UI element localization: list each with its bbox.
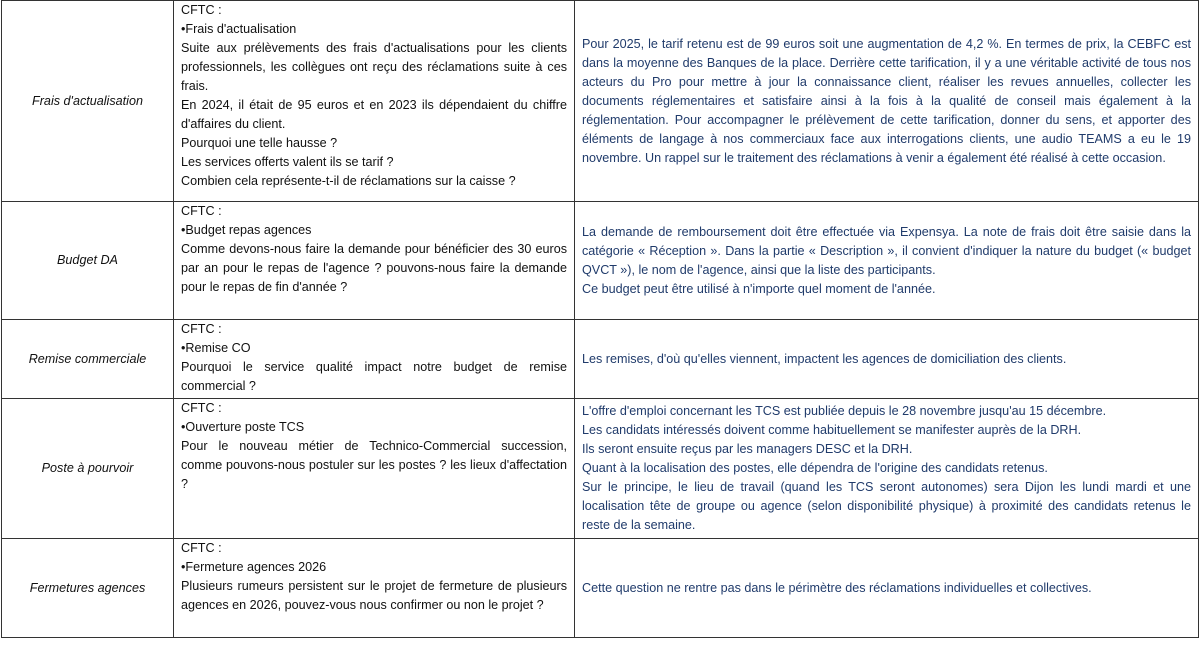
answer-paragraph: L'offre d'emploi concernant les TCS est publiée depuis le 28 novembre jusqu'au 15 décembre. bbox=[582, 404, 1107, 418]
topic-label: Frais d'actualisation bbox=[32, 93, 143, 108]
question-line: Combien cela représente-t-il de réclamations sur la caisse ? bbox=[181, 174, 516, 188]
topic-cell bbox=[2, 399, 174, 539]
answer-cell bbox=[575, 202, 1199, 320]
question-cell bbox=[174, 202, 575, 320]
question-line: En 2024, il était de 95 euros et en 2023 ils dépendaient du chiffre d'affaires du client. bbox=[181, 98, 567, 131]
answer-paragraph: Ce budget peut être utilisé à n'importe quel moment de l'année. bbox=[582, 281, 936, 296]
question-cell bbox=[174, 399, 575, 539]
answer-paragraph: Sur le principe, le lieu de travail (quand les TCS seront autonomes) sera Dijon les lundi mardi et une localisation tête de groupe ou agence (selon disponibilité physique) à proximité des candidats retenus le reste de la semaine. bbox=[582, 480, 1191, 532]
qa-table bbox=[1, 0, 1199, 638]
question-line: Les services offerts valent ils se tarif ? bbox=[181, 155, 394, 169]
question-line: Pourquoi une telle hausse ? bbox=[181, 136, 338, 150]
question-line: CFTC : bbox=[181, 541, 222, 555]
question-line: Pour le nouveau métier de Technico-Commercial succession, comme pouvons-nous postuler sur les postes ? les lieux d'affectation ? bbox=[181, 439, 567, 491]
question-line: •Fermeture agences 2026 bbox=[181, 560, 327, 574]
answer-cell bbox=[575, 1, 1199, 202]
topic-label: Remise commerciale bbox=[28, 351, 147, 366]
topic-label: Poste à pourvoir bbox=[41, 461, 134, 475]
answer-paragraph: Pour 2025, le tarif retenu est de 99 euros soit une augmentation de 4,2 %. En termes de prix, la CEBFC est dans la moyenne des Banques de la place. Derrière cette tarification, il y a une véritable activité de tous nos acteurs du Pro pour mettre à jour la connaissance client, réaliser les revues annuelles, collecter les documents réglementaires et satisfaire ainsi à la fois à la qualité de conseil mais également à la réglementation. Pour accompagner le prélèvement de cette tarification, donner du sens, et apporter des éléments de langage à nos commerciaux face aux interrogations clients, une audio TEAMS a eu le 19 novembre. Un rappel sur le traitement des réclamations à venir a également été réalisé à cette occasion. bbox=[582, 36, 1191, 165]
topic-cell bbox=[2, 202, 174, 320]
answer-paragraph: Ils seront ensuite reçus par les managers DESC et la DRH. bbox=[582, 442, 913, 456]
table-row bbox=[2, 1, 1199, 202]
question-line: CFTC : bbox=[181, 3, 222, 17]
answer-paragraph: La demande de remboursement doit être effectuée via Expensya. La note de frais doit être saisie dans la catégorie « Réception ». Dans la partie « Description », il convient d'indiquer la nature du budget (« budget QVCT »), le nom de l'agence, ainsi que la liste des participants. bbox=[582, 224, 1191, 277]
table-row bbox=[2, 202, 1199, 320]
question-line: Suite aux prélèvements des frais d'actualisations pour les clients professionnels, les collègues ont reçu des réclamations suite à ces frais. bbox=[181, 41, 567, 93]
question-line: CFTC : bbox=[181, 322, 222, 336]
answer-paragraph: Les remises, d'où qu'elles viennent, impactent les agences de domiciliation des clients. bbox=[582, 351, 1067, 366]
table-row bbox=[2, 320, 1199, 399]
table-row bbox=[2, 399, 1199, 539]
answer-cell bbox=[575, 539, 1199, 638]
question-cell bbox=[174, 539, 575, 638]
question-line: •Budget repas agences bbox=[181, 223, 312, 237]
table-row bbox=[2, 539, 1199, 638]
question-line: •Frais d'actualisation bbox=[181, 22, 297, 36]
answer-cell bbox=[575, 320, 1199, 399]
answer-paragraph: Cette question ne rentre pas dans le périmètre des réclamations individuelles et collectives. bbox=[582, 580, 1092, 595]
topic-cell bbox=[2, 320, 174, 399]
question-line: CFTC : bbox=[181, 204, 222, 218]
question-line: •Ouverture poste TCS bbox=[181, 420, 305, 434]
question-cell bbox=[174, 1, 575, 202]
topic-cell bbox=[2, 1, 174, 202]
answer-cell bbox=[575, 399, 1199, 539]
answer-paragraph: Quant à la localisation des postes, elle dépendra de l'origine des candidats retenus. bbox=[582, 461, 1048, 475]
answer-paragraph: Les candidats intéressés doivent comme habituellement se manifester auprès de la DRH. bbox=[582, 423, 1082, 437]
topic-cell bbox=[2, 539, 174, 638]
question-line: Pourquoi le service qualité impact notre budget de remise commercial ? bbox=[181, 360, 567, 393]
topic-label: Fermetures agences bbox=[29, 580, 146, 595]
topic-label: Budget DA bbox=[57, 253, 118, 267]
question-line: Comme devons-nous faire la demande pour bénéficier des 30 euros par an pour le repas de l'agence ? pouvons-nous faire la demande pour le repas de fin d'année ? bbox=[181, 242, 567, 294]
question-line: CFTC : bbox=[181, 401, 222, 415]
question-cell bbox=[174, 320, 575, 399]
question-line: •Remise CO bbox=[181, 341, 251, 355]
question-line: Plusieurs rumeurs persistent sur le projet de fermeture de plusieurs agences en 2026, pouvez-vous nous confirmer ou non le projet ? bbox=[181, 579, 567, 612]
